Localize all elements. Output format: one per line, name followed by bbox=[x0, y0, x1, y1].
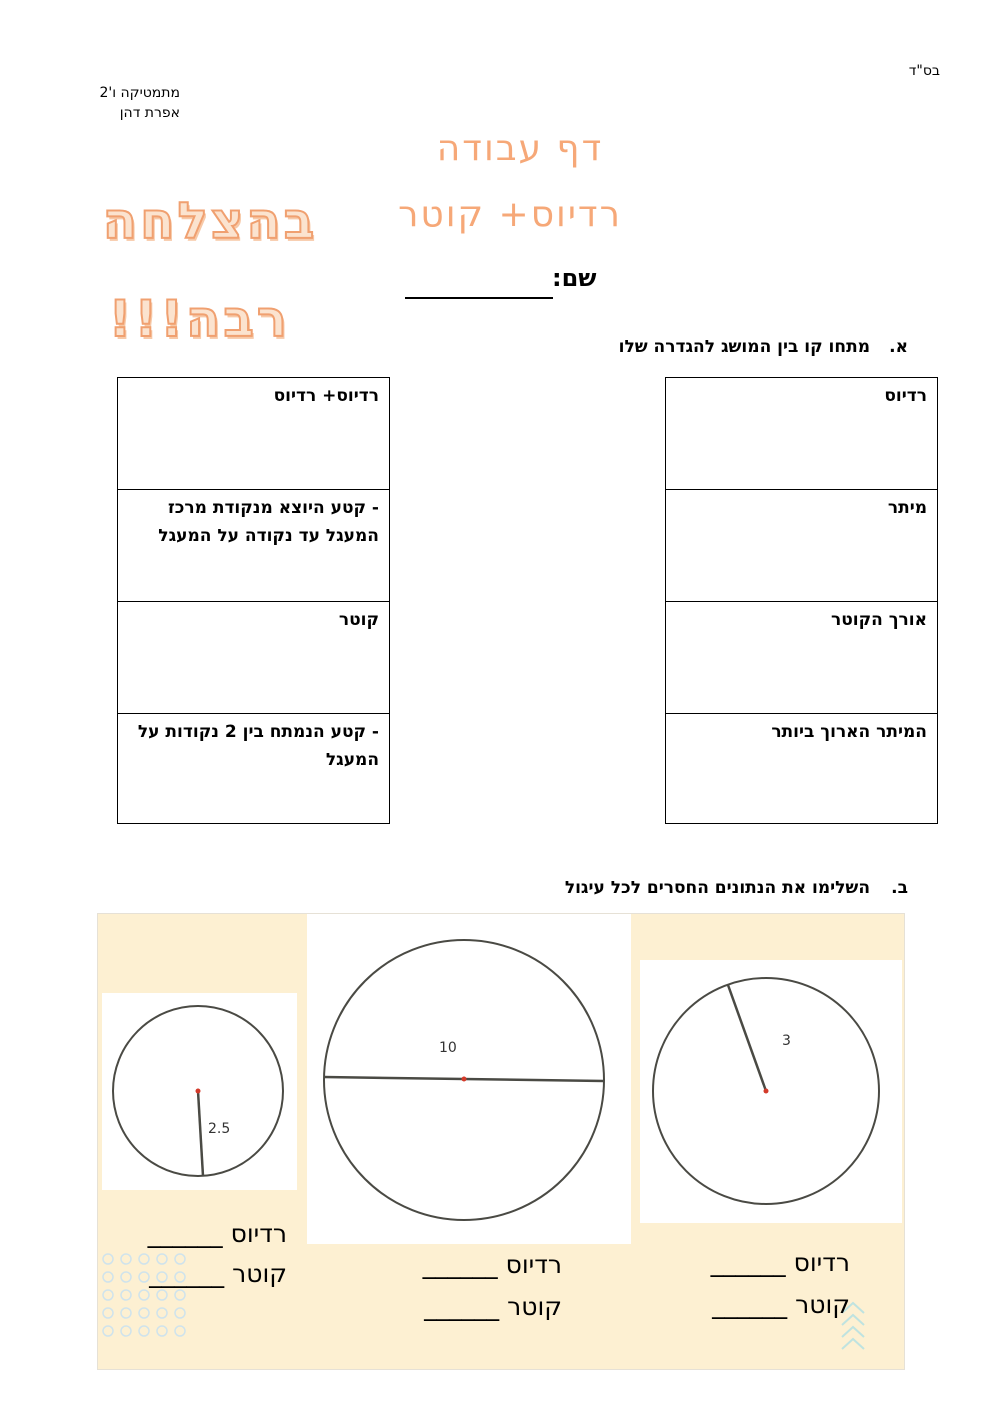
section-a-letter: א. bbox=[889, 337, 908, 357]
diameter-fill-middle[interactable]: קוטר ______ bbox=[424, 1292, 562, 1321]
good-luck-line2: רבה!!! bbox=[108, 290, 290, 348]
worksheet-topic: רדיוס+ קוטר bbox=[398, 194, 622, 235]
term-cell[interactable]: המיתר הארוך ביותר bbox=[666, 714, 938, 824]
circle-panel-right bbox=[640, 960, 902, 1223]
term-cell[interactable]: אורך הקוטר bbox=[666, 602, 938, 714]
radius-measure-label: 2.5 bbox=[208, 1121, 231, 1137]
definition-cell[interactable]: רדיוס+ רדיוס bbox=[118, 378, 390, 490]
definition-cell[interactable]: - קטע היוצא מנקודת מרכז המעגל עד נקודה על המעגל bbox=[118, 490, 390, 602]
section-a-instruction: מתחו קו בין המושג להגדרה שלו bbox=[618, 337, 870, 357]
diameter-fill-left[interactable]: קוטר ______ bbox=[149, 1259, 287, 1288]
section-b-letter: ב. bbox=[891, 878, 908, 898]
teacher-name: אפרת דהן bbox=[119, 105, 180, 121]
subject-label: מתמטיקה ו'2 bbox=[99, 85, 180, 101]
circle-panel-middle bbox=[307, 914, 631, 1244]
radius-measure-label: 3 bbox=[782, 1033, 791, 1049]
good-luck-line1: בהצלחה bbox=[102, 192, 318, 250]
definition-cell[interactable]: קוטר bbox=[118, 602, 390, 714]
term-cell[interactable]: מיתר bbox=[666, 490, 938, 602]
radius-fill-right[interactable]: רדיוס ______ bbox=[710, 1248, 850, 1277]
definition-cell[interactable]: - קטע הנמתח בין 2 נקודות על המעגל bbox=[118, 714, 390, 824]
name-line[interactable] bbox=[405, 297, 553, 299]
terms-table bbox=[665, 377, 938, 824]
circle-diameter-10 bbox=[307, 914, 631, 1244]
definitions-table bbox=[117, 377, 390, 824]
radius-fill-middle[interactable]: רדיוס ______ bbox=[422, 1250, 562, 1279]
bsd-mark: בס"ד bbox=[908, 63, 940, 79]
circle-radius-3 bbox=[640, 960, 902, 1223]
diameter-measure-label: 10 bbox=[439, 1040, 457, 1056]
circle-radius-2-5 bbox=[102, 993, 297, 1190]
circle-panel-left bbox=[102, 993, 297, 1190]
diameter-fill-right[interactable]: קוטר ______ bbox=[712, 1290, 850, 1319]
worksheet-title: דף עבודה bbox=[436, 128, 604, 169]
term-cell[interactable]: רדיוס bbox=[666, 378, 938, 490]
section-b-instruction: השלימו את הנתונים החסרים לכל עיגול bbox=[564, 878, 870, 898]
name-label: שם: bbox=[552, 264, 597, 292]
radius-fill-left[interactable]: רדיוס ______ bbox=[147, 1219, 287, 1248]
